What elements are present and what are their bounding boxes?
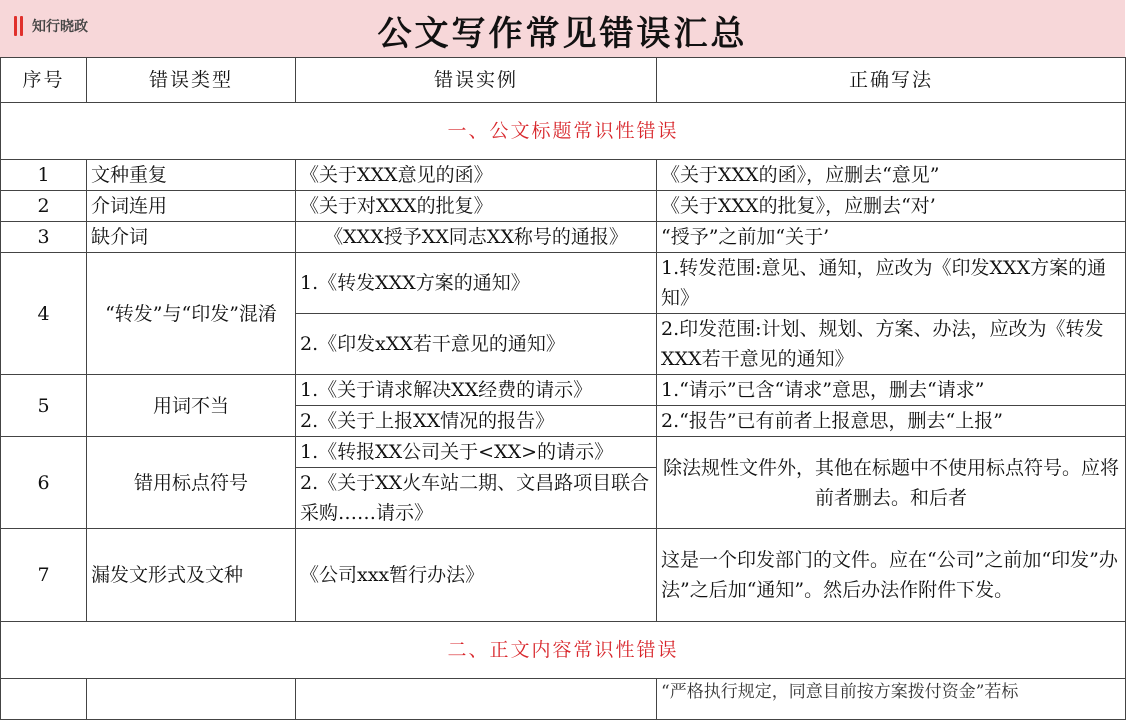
error-type: 缺介词 — [87, 222, 296, 253]
title-bar — [0, 0, 1125, 58]
correct-usage: 2.印发范围:计划、规划、方案、办法，应改为《转发XXX若干意见的通知》 — [657, 314, 1126, 375]
correct-usage: 这是一个印发部门的文件。应在“公司”之前加“印发”办法”之后加“通知”。然后办法作附件下发。 — [657, 529, 1126, 622]
correct-usage: “授予”之前加“关于’ — [657, 222, 1126, 253]
section-title: 一、公文标题常识性错误 — [1, 103, 1126, 160]
row-number: 2 — [1, 191, 87, 222]
error-example: 《关于对XXX的批复》 — [296, 191, 657, 222]
error-type: 错用标点符号 — [87, 437, 296, 529]
error-type: “转发”与“印发”混淆 — [87, 253, 296, 375]
error-example: 1.《转发XXX方案的通知》 — [296, 253, 657, 314]
row-number: 7 — [1, 529, 87, 622]
table-row — [1, 222, 1126, 253]
brand-name: 知行晓政 — [32, 19, 88, 35]
section-title: 二、正文内容常识性错误 — [1, 622, 1126, 679]
column-header-type: 错误类型 — [87, 58, 296, 103]
column-header-fix: 正确写法 — [657, 58, 1126, 103]
error-example: 1.《转报XX公司关于<XX>的请示》 — [296, 437, 657, 468]
error-example: 《公司xxx暂行办法》 — [296, 529, 657, 622]
column-header-number: 序号 — [1, 58, 87, 103]
error-example: 2.《关于XX火车站二期、文昌路项目联合采购……请示》 — [296, 468, 657, 529]
error-example: 2.《关于上报XX情况的报告》 — [296, 406, 657, 437]
table-row — [1, 529, 1126, 622]
error-type: 文种重复 — [87, 160, 296, 191]
error-table — [0, 57, 1126, 720]
row-number: 4 — [1, 253, 87, 375]
correct-usage: 《关于XXX的批复》，应删去“对’ — [657, 191, 1126, 222]
correct-usage: “严格执行规定，同意目前按方案拨付资金”若标 — [661, 682, 1019, 702]
row-number: 5 — [1, 375, 87, 437]
row-number: 6 — [1, 437, 87, 529]
table-row — [1, 253, 1126, 314]
error-example: 2.《印发xXX若干意见的通知》 — [296, 314, 657, 375]
correct-usage: 1.转发范围:意见、通知，应改为《印发XXX方案的通知》 — [657, 253, 1126, 314]
correct-usage: 除法规性文件外，其他在标题中不使用标点符号。应将前者删去。和后者 — [657, 437, 1126, 529]
error-example: 《关于XXX意见的函》 — [296, 160, 657, 191]
correct-usage: 《关于XXX的函》，应删去“意见” — [657, 160, 1126, 191]
error-type: 介词连用 — [87, 191, 296, 222]
row-number: 1 — [1, 160, 87, 191]
error-example: 1.《关于请求解决XX经费的请示》 — [296, 375, 657, 406]
error-type: 用词不当 — [87, 375, 296, 437]
table-row — [1, 191, 1126, 222]
error-type: 漏发文形式及文种 — [87, 529, 296, 622]
error-example: 《XXX授予XX同志XX称号的通报》 — [296, 222, 657, 253]
correct-usage: 2.“报告”已有前者上报意思，删去“上报” — [657, 406, 1126, 437]
correct-usage: 1.“请示”已含“请求”意思，删去“请求” — [657, 375, 1126, 406]
table-row — [1, 437, 1126, 468]
table-row — [1, 375, 1126, 406]
page-title: 公文写作常见错误汇总 — [377, 14, 748, 54]
row-number: 3 — [1, 222, 87, 253]
table-row — [1, 160, 1126, 191]
table-row — [1, 679, 1126, 720]
column-header-example: 错误实例 — [296, 58, 657, 103]
